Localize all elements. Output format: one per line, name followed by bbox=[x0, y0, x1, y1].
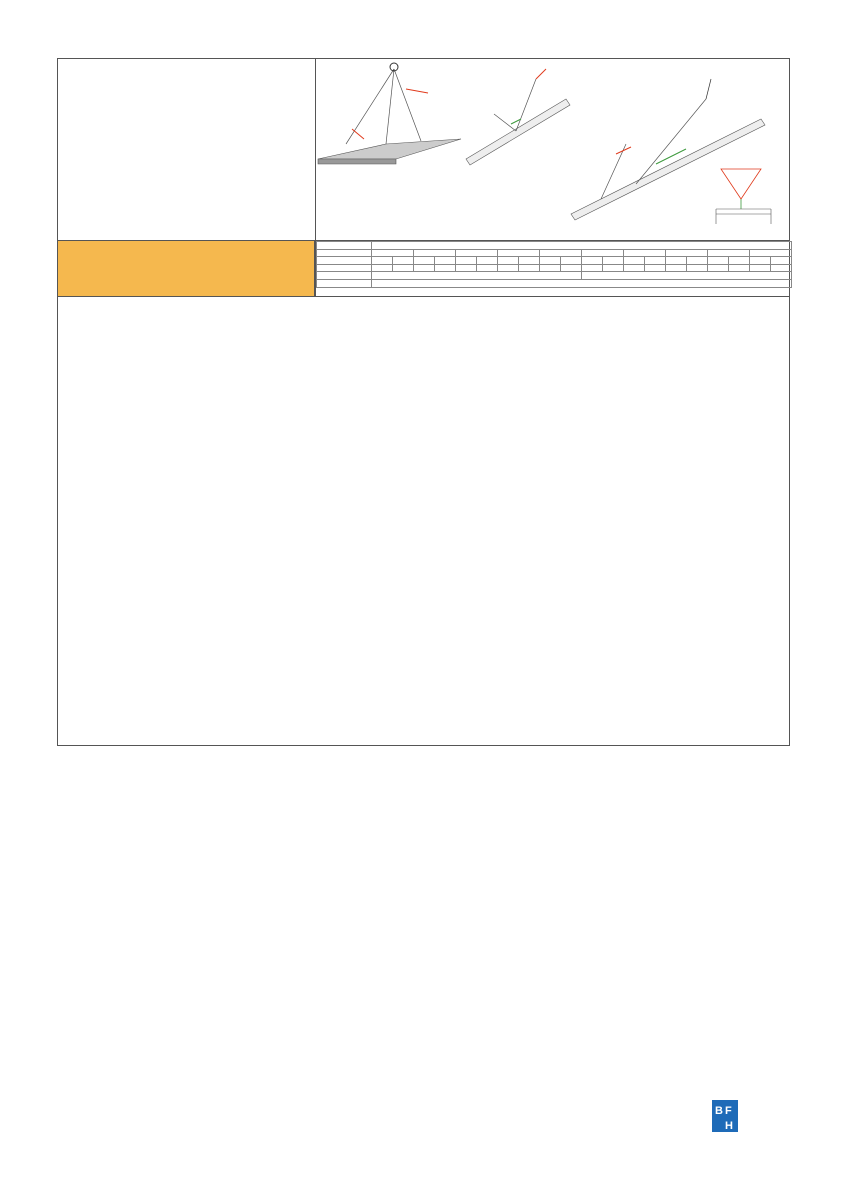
length-value bbox=[456, 249, 498, 257]
fune-cell bbox=[603, 264, 624, 272]
lifting-illustration bbox=[316, 59, 791, 242]
dn-row bbox=[317, 279, 792, 287]
length-value bbox=[498, 249, 540, 257]
fune-cell bbox=[519, 264, 540, 272]
uo-cell bbox=[435, 257, 456, 265]
fune-cell bbox=[771, 264, 792, 272]
x-value-u bbox=[372, 272, 582, 280]
length-value bbox=[750, 249, 792, 257]
length-title-row bbox=[317, 242, 792, 250]
length-value bbox=[582, 249, 624, 257]
length-value bbox=[624, 249, 666, 257]
uo-cell bbox=[561, 257, 582, 265]
length-value bbox=[540, 249, 582, 257]
bfh-logo-icon bbox=[712, 1100, 738, 1132]
imbracatura-label bbox=[317, 257, 372, 265]
x-row bbox=[317, 272, 792, 280]
fune-cell bbox=[498, 264, 519, 272]
svg-text:H: H bbox=[725, 1120, 733, 1132]
uo-cell bbox=[687, 257, 708, 265]
fune-row bbox=[317, 264, 792, 272]
fune-label bbox=[317, 264, 372, 272]
svg-text:B: B bbox=[715, 1105, 723, 1117]
x-value-o bbox=[582, 272, 792, 280]
length-value bbox=[414, 249, 456, 257]
length-value bbox=[666, 249, 708, 257]
uo-cell bbox=[603, 257, 624, 265]
fune-cell bbox=[582, 264, 603, 272]
fune-cell bbox=[708, 264, 729, 272]
uo-cell bbox=[477, 257, 498, 265]
uo-cell bbox=[456, 257, 477, 265]
fune-cell bbox=[414, 264, 435, 272]
uo-cell bbox=[498, 257, 519, 265]
imbracatura-row bbox=[317, 257, 792, 265]
fune-cell bbox=[393, 264, 414, 272]
length-value bbox=[708, 249, 750, 257]
fune-cell bbox=[750, 264, 771, 272]
length-values-row bbox=[317, 249, 792, 257]
dn-value bbox=[372, 279, 792, 287]
fune-cell bbox=[624, 264, 645, 272]
fune-cell bbox=[666, 264, 687, 272]
table-header-grid bbox=[315, 241, 790, 297]
length-value bbox=[372, 249, 414, 257]
fune-cell bbox=[540, 264, 561, 272]
header-box bbox=[57, 58, 790, 241]
dn-label bbox=[317, 279, 372, 287]
fune-cell bbox=[687, 264, 708, 272]
uo-cell bbox=[372, 257, 393, 265]
uo-cell bbox=[624, 257, 645, 265]
fune-cell bbox=[372, 264, 393, 272]
uo-cell bbox=[750, 257, 771, 265]
materials-note bbox=[57, 241, 315, 297]
load-table-body bbox=[57, 297, 790, 746]
lifting-diagram-svg bbox=[316, 59, 791, 242]
x-label bbox=[317, 272, 372, 280]
fune-cell bbox=[729, 264, 750, 272]
uo-cell bbox=[771, 257, 792, 265]
uo-cell bbox=[393, 257, 414, 265]
header-table bbox=[316, 241, 792, 288]
header-title-panel bbox=[58, 59, 316, 242]
uo-cell bbox=[708, 257, 729, 265]
uo-cell bbox=[729, 257, 750, 265]
fune-cell bbox=[477, 264, 498, 272]
length-title bbox=[372, 242, 792, 250]
uo-cell bbox=[582, 257, 603, 265]
fune-cell bbox=[435, 264, 456, 272]
uo-cell bbox=[414, 257, 435, 265]
uo-cell bbox=[519, 257, 540, 265]
fune-cell bbox=[456, 264, 477, 272]
fune-cell bbox=[561, 264, 582, 272]
svg-text:F: F bbox=[725, 1105, 732, 1117]
bfh-logo bbox=[712, 1100, 790, 1139]
uo-cell bbox=[540, 257, 561, 265]
uo-cell bbox=[645, 257, 666, 265]
uo-cell bbox=[666, 257, 687, 265]
fune-cell bbox=[645, 264, 666, 272]
